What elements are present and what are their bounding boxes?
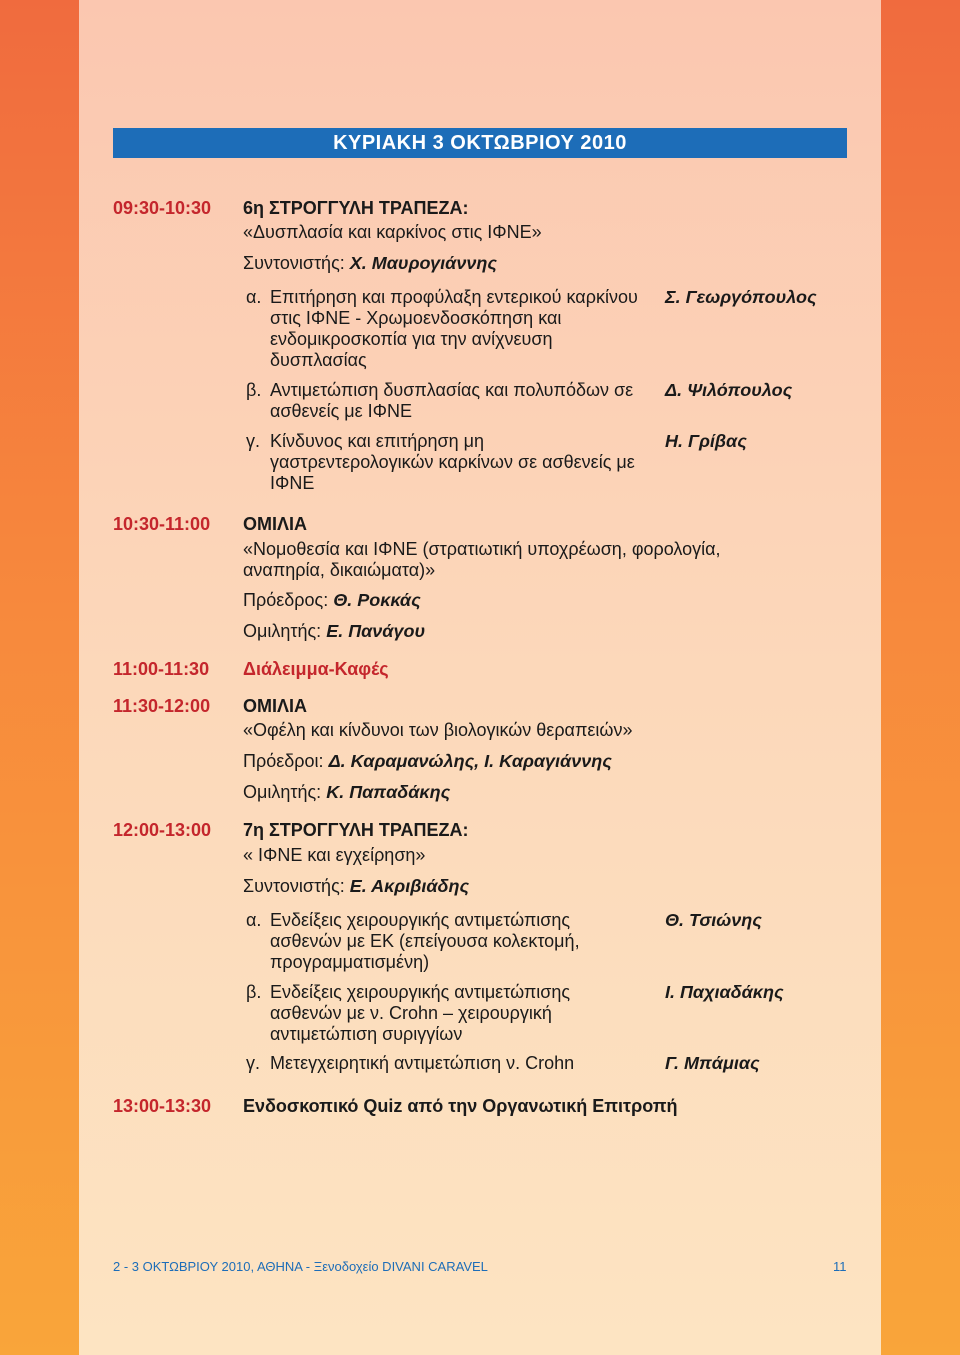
session-6-time: 13:00-13:30 (113, 1096, 212, 1116)
session-5-topic: « ΙΦΝΕ και εγχείρηση» (243, 845, 426, 865)
session-1-topic: «Δυσπλασία και καρκίνος στις ΙΦΝΕ» (243, 222, 542, 242)
session-2-topic-line-2: αναπηρία, δικαιώματα)» (243, 560, 436, 580)
session-5-heading: 7η ΣΤΡΟΓΓΥΛΗ ΤΡΑΠΕΖΑ: (243, 820, 469, 840)
footer-event-info: 2 - 3 ΟΚΤΩΒΡΙΟΥ 2010, ΑΘΗΝΑ - Ξενοδοχείο DIVANI CARAVEL (113, 1259, 488, 1274)
session-1-item-a: α. Επιτήρηση και προφύλαξη εντερικού καρκίνου στις ΙΦΝΕ - Χρωμοενδοσκόπηση και ενδομικροσκοπία για την ανίχνευση δυσπλασίας (246, 287, 638, 370)
session-2-topic-line-1: «Νομοθεσία και ΙΦΝΕ (στρατιωτική υποχρέωση, φορολογία, (243, 539, 721, 559)
session-2-speaker: Ομιλητής: Ε. Πανάγου (243, 621, 426, 641)
day-title: ΚΥΡΙΑΚΗ 3 ΟΚΤΩΒΡΙΟΥ 2010 (113, 128, 847, 158)
session-5-item-c: γ. Μετεγχειρητική αντιμετώπιση ν. Crohn (246, 1053, 575, 1073)
session-1-item-b-speaker: Δ. Ψιλόπουλος (665, 380, 793, 400)
session-1-coordinator: Συντονιστής: Χ. Μαυρογιάννης (243, 253, 497, 273)
session-2-chair: Πρόεδρος: Θ. Ροκκάς (243, 590, 421, 610)
session-4-heading: ΟΜΙΛΙΑ (243, 696, 308, 716)
session-1-item-a-speaker: Σ. Γεωργόπουλος (665, 287, 817, 307)
footer-page-number: 11 (833, 1259, 847, 1274)
session-1-item-b: β. Αντιμετώπιση δυσπλασίας και πολυπόδων σε ασθενείς με ΙΦΝΕ (246, 380, 634, 421)
session-4-chairs: Πρόεδροι: Δ. Καραμανώλης, Ι. Καραγιάννης (243, 751, 612, 771)
session-5-item-a-speaker: Θ. Τσιώνης (665, 910, 762, 930)
session-4-topic: «Οφέλη και κίνδυνοι των βιολογικών θεραπειών» (243, 720, 633, 740)
session-2-time: 10:30-11:00 (113, 514, 211, 534)
session-1-heading: 6η ΣΤΡΟΓΓΥΛΗ ΤΡΑΠΕΖΑ: (243, 198, 469, 218)
session-3-heading: Διάλειμμα-Καφές (243, 659, 389, 679)
session-1-time: 09:30-10:30 (113, 198, 212, 218)
session-3-time: 11:00-11:30 (113, 659, 210, 679)
session-5-item-a: α. Ενδείξεις χειρουργικής αντιμετώπισης ασθενών με ΕΚ (επείγουσα κολεκτομή, προγραμματισμένη) (246, 910, 580, 972)
session-5-item-b-speaker: Ι. Παχιαδάκης (665, 982, 784, 1002)
session-6-heading: Ενδοσκοπικό Quiz από την Οργανωτική Επιτροπή (243, 1096, 678, 1116)
session-2-heading: ΟΜΙΛΙΑ (243, 514, 308, 534)
session-4-time: 11:30-12:00 (113, 696, 211, 716)
session-5-time: 12:00-13:00 (113, 820, 212, 840)
session-1-item-c-speaker: Η. Γρίβας (665, 431, 747, 451)
session-1-item-c: γ. Κίνδυνος και επιτήρηση μη γαστρεντερολογικών καρκίνων σε ασθενείς με ΙΦΝΕ (246, 431, 635, 493)
session-5-item-c-speaker: Γ. Μπάμιας (665, 1053, 760, 1073)
session-5-coordinator: Συντονιστής: Ε. Ακριβιάδης (243, 876, 470, 896)
session-5-item-b: β. Ενδείξεις χειρουργικής αντιμετώπισης ασθενών με ν. Crohn – χειρουργική αντιμετώπιση συριγγίων (246, 982, 571, 1044)
session-4-speaker: Ομιλητής: Κ. Παπαδάκης (243, 782, 451, 802)
